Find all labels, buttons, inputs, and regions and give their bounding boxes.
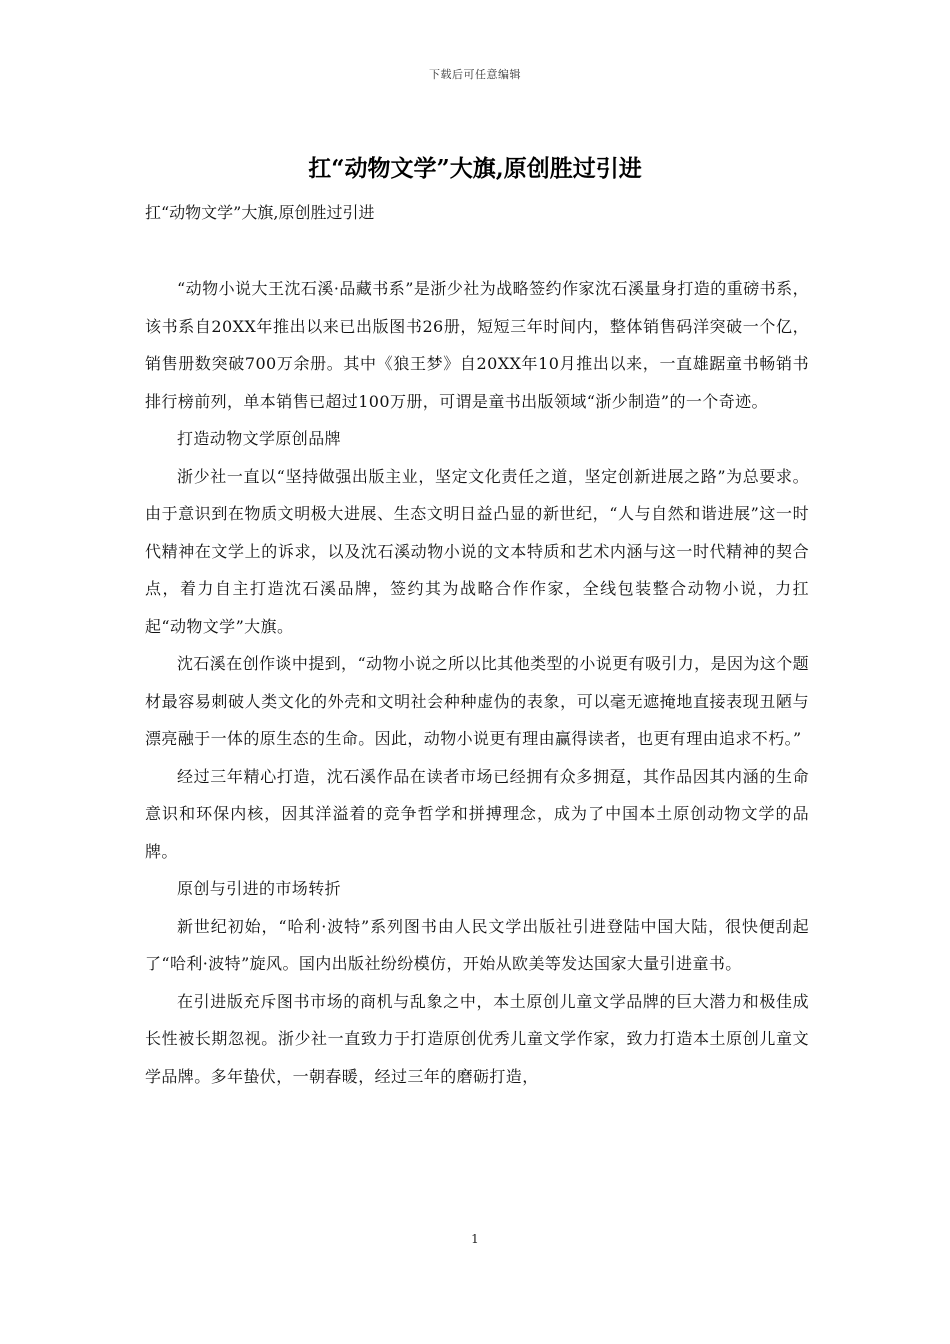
paragraph-intro: “动物小说大王沈石溪·品藏书系”是浙少社为战略签约作家沈石溪量身打造的重磅书系，该书系自20XX年推出以来已出版图书26册，短短三年时间内，整体销售码洋突破一个亿，销售册数突破700万余册。其中《狼王梦》自20XX年10月推出以来，一直雄踞童书畅销书排行榜前列，单本销售已超过100万册，可谓是童书出版领域“浙少制造”的一个奇迹。 bbox=[145, 279, 809, 411]
paragraph-publisher-strategy: 浙少社一直以“坚持做强出版主业，坚定文化责任之道，坚定创新进展之路”为总要求。由于意识到在物质文明极大进展、生态文明日益凸显的新世纪，“人与自然和谐进展”这一时代精神在文学上的诉求，以及沈石溪动物小说的文本特质和艺术内涵与这一时代精神的契合点，着力自主打造沈石溪品牌，签约其为战略合作作家，全线包装整合动物小说，力扛起“动物文学”大旗。 bbox=[145, 466, 809, 636]
paragraph-author-quote: 沈石溪在创作谈中提到，“动物小说之所以比其他类型的小说更有吸引力，是因为这个题材最容易刺破人类文化的外壳和文明社会种种虚伪的表象，可以毫无遮掩地直接表现丑陋与漂亮融于一体的原生态的生命。因此，动物小说更有理由赢得读者，也更有理由追求不朽。” bbox=[145, 654, 809, 748]
page-number: 1 bbox=[471, 1232, 479, 1246]
paragraph-original-potential: 在引进版充斥图书市场的商机与乱象之中，本土原创儿童文学品牌的巨大潜力和极佳成长性被长期忽视。浙少社一直致力于打造原创优秀儿童文学作家，致力打造本土原创儿童文学品牌。多年蛰伏，一朝春暖，经过三年的磨砺打造， bbox=[145, 991, 809, 1086]
subtitle: 扛“动物文学”大旗,原创胜过引进 bbox=[145, 203, 375, 222]
section-heading-original-brand: 打造动物文学原创品牌 bbox=[177, 429, 342, 448]
section-heading-market-turn: 原创与引进的市场转折 bbox=[177, 879, 342, 898]
article-body bbox=[145, 270, 809, 1095]
header-note: 下载后可任意编辑 bbox=[429, 68, 521, 81]
paragraph-harry-potter: 新世纪初始，“哈利·波特”系列图书由人民文学出版社引进登陆中国大陆，很快便刮起了“哈利·波特”旋风。国内出版社纷纷模仿，开始从欧美等发达国家大量引进童书。 bbox=[145, 916, 809, 973]
paragraph-brand-result: 经过三年精心打造，沈石溪作品在读者市场已经拥有众多拥趸，其作品因其内涵的生命意识和环保内核，因其洋溢着的竞争哲学和拼搏理念，成为了中国本土原创动物文学的品牌。 bbox=[145, 766, 809, 861]
page-title: 扛“动物文学”大旗,原创胜过引进 bbox=[308, 155, 642, 182]
